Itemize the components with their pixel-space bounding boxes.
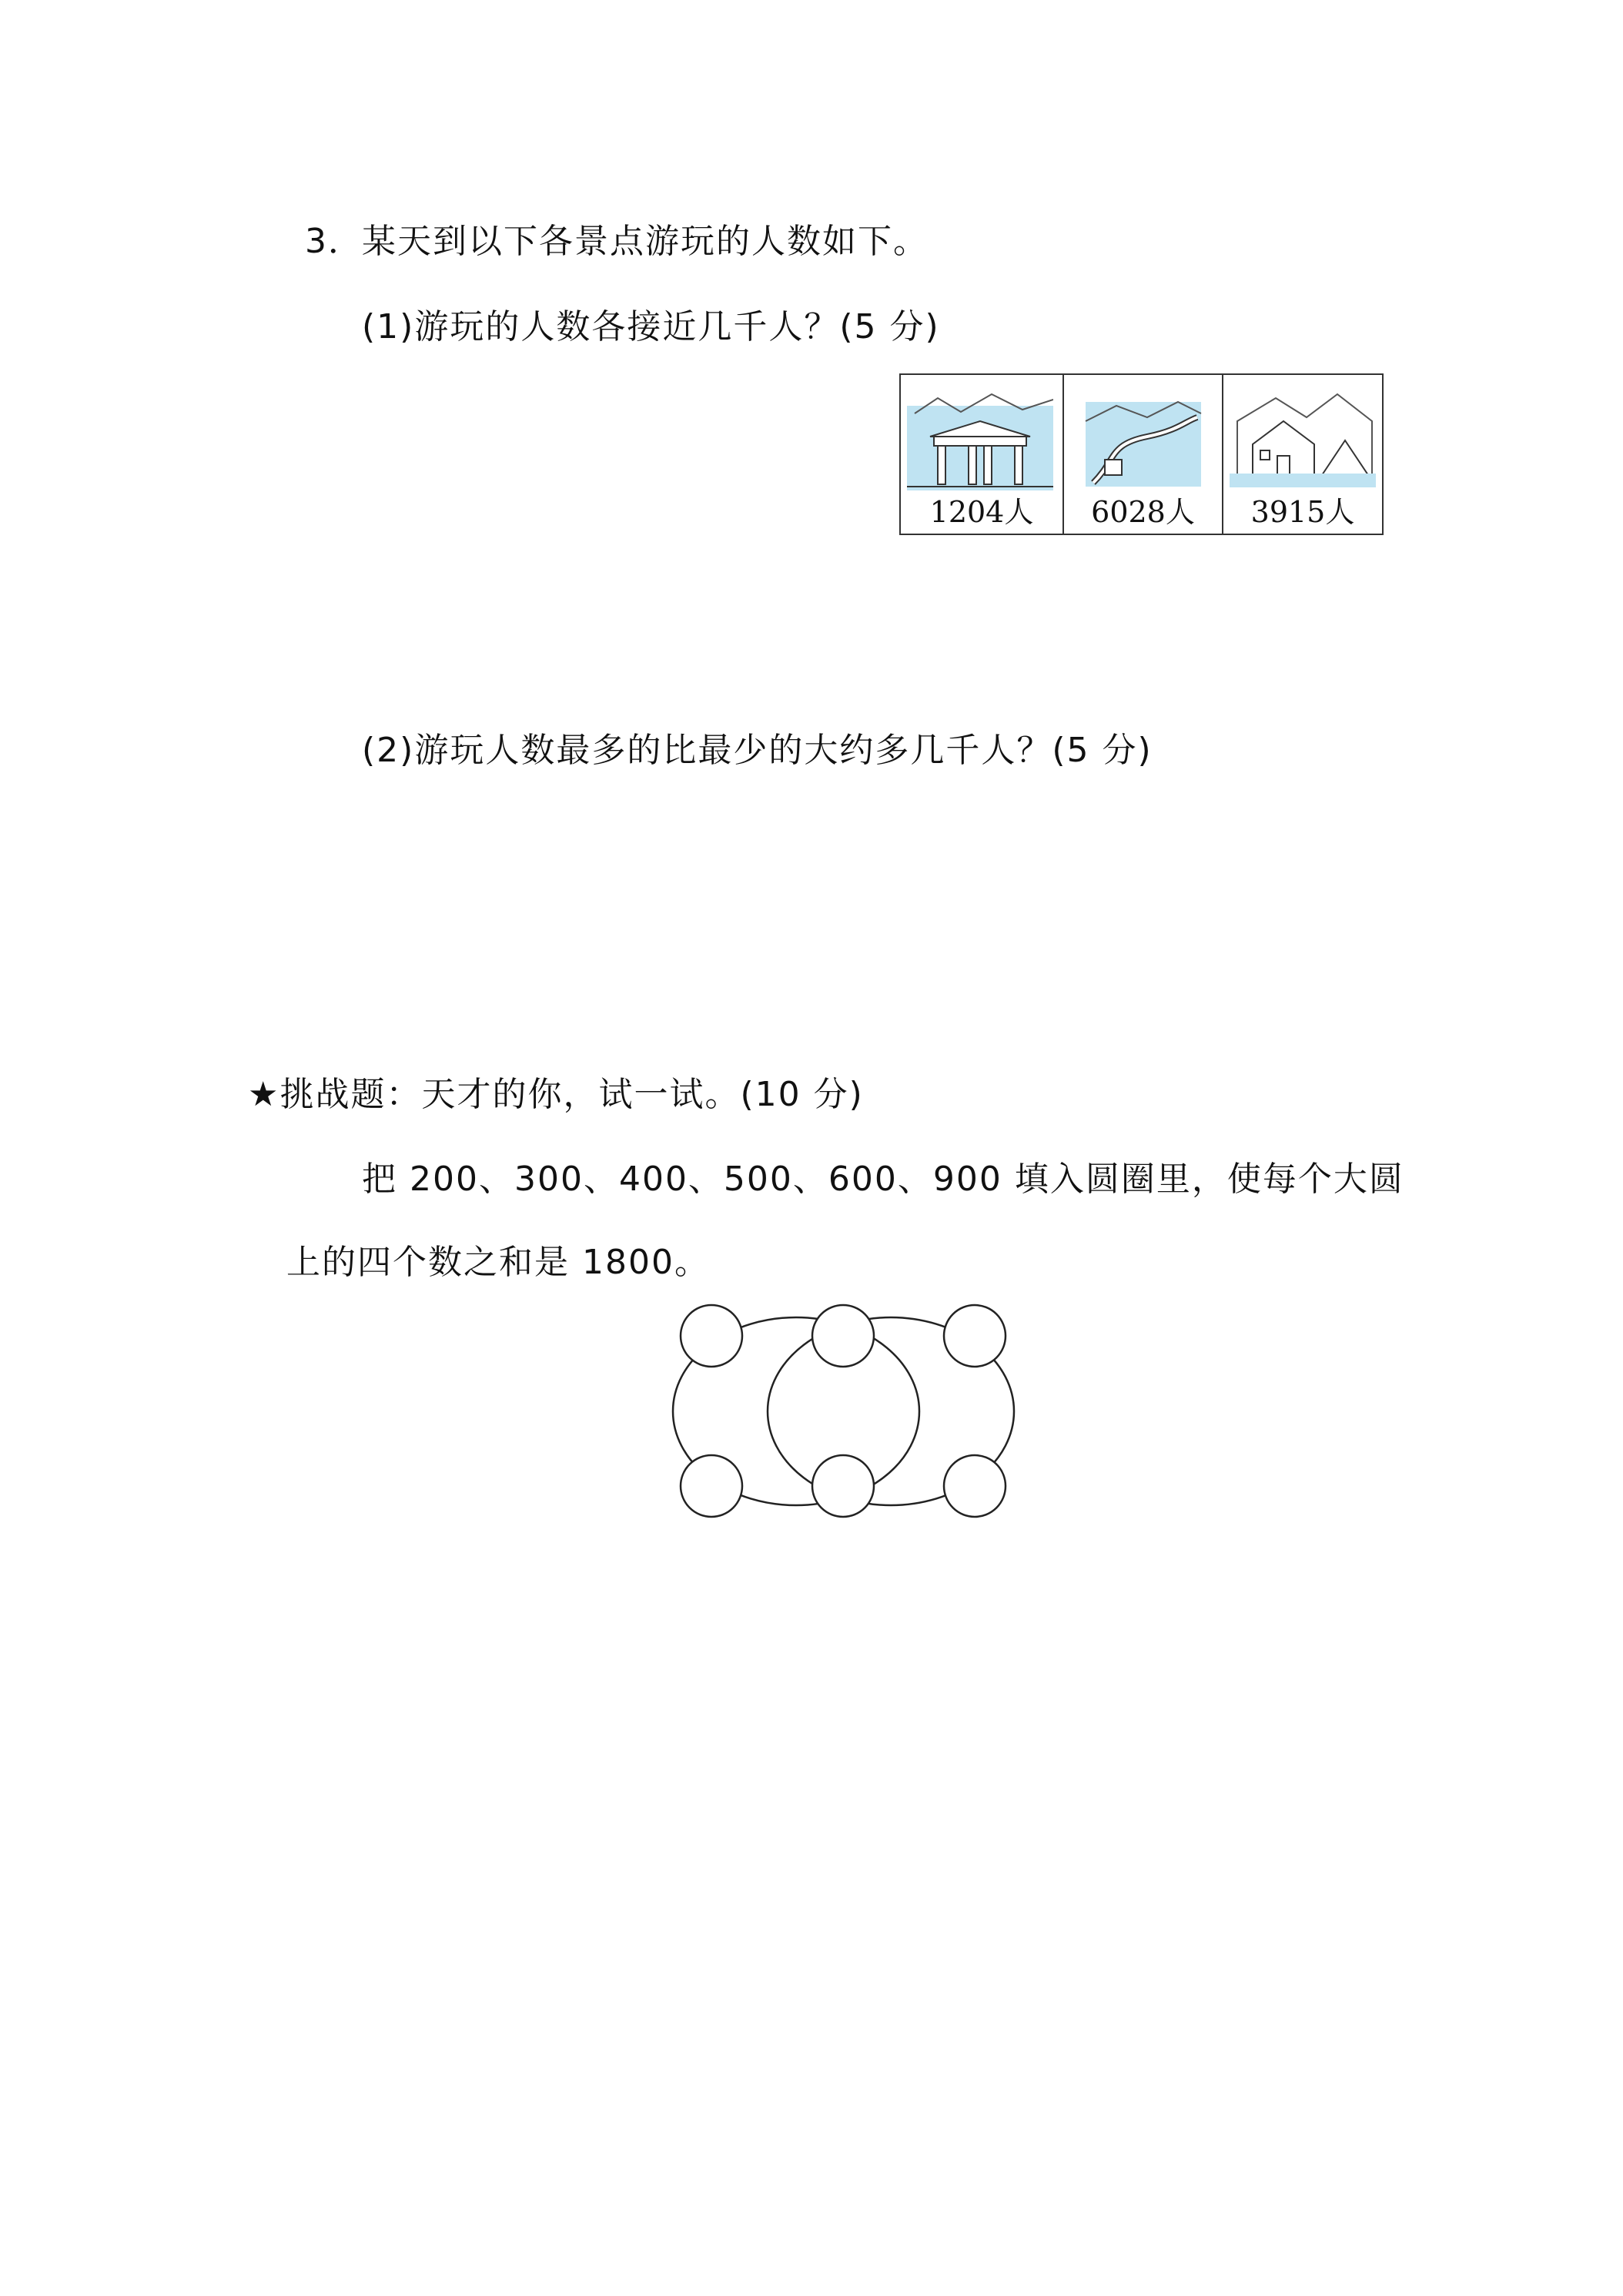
answer-circle[interactable]: [681, 1455, 742, 1517]
question-number: 3．: [305, 222, 363, 261]
great-wall-icon: [1070, 383, 1216, 490]
spot-label-1: 1204人: [929, 495, 1034, 529]
mountain-house-icon: [1230, 383, 1376, 490]
answer-circle[interactable]: [812, 1455, 874, 1517]
question-part-1: (1)游玩的人数各接近几千人？(5 分): [362, 307, 940, 346]
spot-cell-3: [1223, 375, 1382, 534]
spot-label-3: 3915人: [1250, 495, 1355, 529]
question-part-2: (2)游玩人数最多的比最少的大约多几千人？(5 分): [362, 731, 1153, 770]
answer-circle[interactable]: [944, 1305, 1006, 1367]
circle-puzzle-diagram: [670, 1301, 1016, 1525]
spot-cell-1: [901, 375, 1064, 534]
scenic-spots-table: [899, 373, 1384, 535]
answer-circle[interactable]: [944, 1455, 1006, 1517]
answer-circle[interactable]: [681, 1305, 742, 1367]
temple-gate-icon: [907, 383, 1053, 490]
challenge-title: ★挑战题：天才的你，试一试。(10 分): [248, 1075, 864, 1114]
question-title: 某天到以下各景点游玩的人数如下。: [362, 222, 929, 261]
challenge-instruction-line-2: 上的四个数之和是 1800。: [286, 1243, 710, 1282]
spot-cell-2: [1064, 375, 1223, 534]
answer-circle[interactable]: [812, 1305, 874, 1367]
challenge-instruction-line-1: 把 200、300、400、500、600、900 填入圆圈里，使每个大圆: [362, 1160, 1404, 1199]
spot-label-2: 6028人: [1091, 495, 1195, 529]
